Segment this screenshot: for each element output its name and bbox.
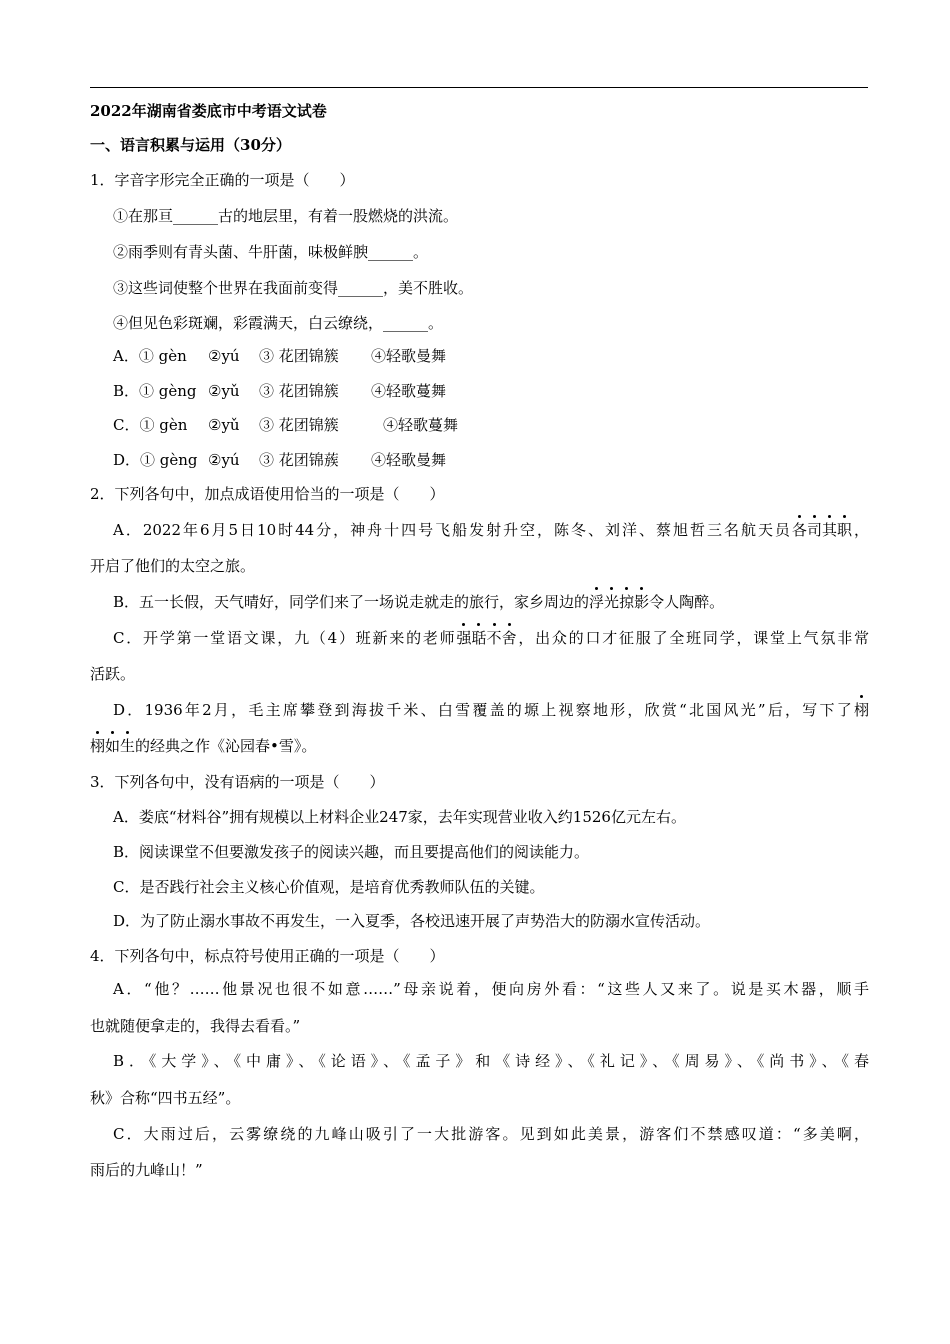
dotted-idiom: 强聒不舍 [456,629,517,647]
q1-option-c[interactable]: C．① gèn ②yǔ ③ 花团锦簇 ④轻歌蔓舞 [113,416,459,434]
q4-option-b-continued: 秋》合称“四书五经”。 [90,1089,241,1107]
q4-option-a[interactable]: A．“他？……他景况也很不如意……”母亲说着，便向房外看：“这些人又来了。说是买木器，顺手 [113,980,869,998]
dotted-idiom-start: 栩 [853,701,869,719]
q3-option-c[interactable]: C．是否践行社会主义核心价值观，是培育优秀教师队伍的关键。 [113,878,545,896]
q4-option-c-continued: 雨后的九峰山！” [90,1161,203,1179]
header-rule [90,87,868,88]
question-2-stem: 2．下列各句中，加点成语使用恰当的一项是（ ） [90,485,445,503]
q1-option-a[interactable]: A．① gèn ②yú ③ 花团锦簇 ④轻歌曼舞 [113,347,447,365]
q4-option-c[interactable]: C．大雨过后，云雾缭绕的九峰山吸引了一大批游客。见到如此美景，游客们不禁感叹道：“多美啊， [113,1125,869,1143]
question-3-stem: 3．下列各句中，没有语病的一项是（ ） [90,773,385,791]
q4-option-a-continued: 也就随便拿走的，我得去看看。” [90,1017,301,1035]
q2-option-a-continued: 开启了他们的太空之旅。 [90,557,256,575]
q1-sentence-2: ②雨季则有青头菌、牛肝菌，味极鲜腴______。 [113,243,429,261]
question-1-stem: 1．字音字形完全正确的一项是（ ） [90,171,355,189]
q2-option-c-continued: 活跃。 [90,665,136,683]
dotted-idiom: 浮光掠影 [589,593,650,611]
exam-title: 2022年湖南省娄底市中考语文试卷 [90,102,327,120]
q2-option-a[interactable]: A．2022年6月5日10时44分，神舟十四号飞船发射升空，陈冬、刘洋、蔡旭哲三名航天员各司其职， [113,521,869,539]
q1-sentence-4: ④但见色彩斑斓，彩霞满天，白云缭绕，______。 [113,314,444,332]
q3-option-d[interactable]: D．为了防止溺水事故不再发生，一入夏季，各校迅速开展了声势浩大的防溺水宣传活动。 [113,912,711,930]
q3-option-b[interactable]: B．阅读课堂不但要激发孩子的阅读兴趣，而且要提高他们的阅读能力。 [113,843,590,861]
q1-option-d[interactable]: D．① gèng ②yú ③ 花团锦蔟 ④轻歌曼舞 [113,451,447,469]
dotted-idiom: 各司其职 [791,521,852,539]
q2-option-d-continued: 栩如生的经典之作《沁园春•雪》。 [90,737,317,755]
q2-option-b[interactable]: B．五一长假，天气晴好，同学们来了一场说走就走的旅行，家乡周边的浮光掠影令人陶醉。 [113,593,725,611]
question-4-stem: 4．下列各句中，标点符号使用正确的一项是（ ） [90,947,445,965]
q4-option-b[interactable]: B．《大学》、《中庸》、《论语》、《孟子》和《诗经》、《礼记》、《周易》、《尚书》、《春 [113,1052,869,1070]
q1-sentence-3: ③这些词使整个世界在我面前变得______，美不胜收。 [113,279,474,297]
q2-option-d[interactable]: D．1936年2月，毛主席攀登到海拔千米、白雪覆盖的塬上视察地形，欣赏“北国风光”后，写下了栩 [113,701,869,719]
q1-sentence-1: ①在那亘______古的地层里，有着一股燃烧的洪流。 [113,207,459,225]
q3-option-a[interactable]: A．娄底“材料谷”拥有规模以上材料企业247家，去年实现营业收入约1526亿元左右。 [113,808,686,826]
section-heading: 一、语言积累与运用（30分） [90,136,291,154]
q2-option-c[interactable]: C．开学第一堂语文课，九（4）班新来的老师强聒不舍，出众的口才征服了全班同学，课堂上气氛非常 [113,629,869,647]
q1-option-b[interactable]: B．① gèng ②yǔ ③ 花团锦簇 ④轻歌蔓舞 [113,382,447,400]
dotted-idiom-rest: 栩如生 [90,737,136,755]
